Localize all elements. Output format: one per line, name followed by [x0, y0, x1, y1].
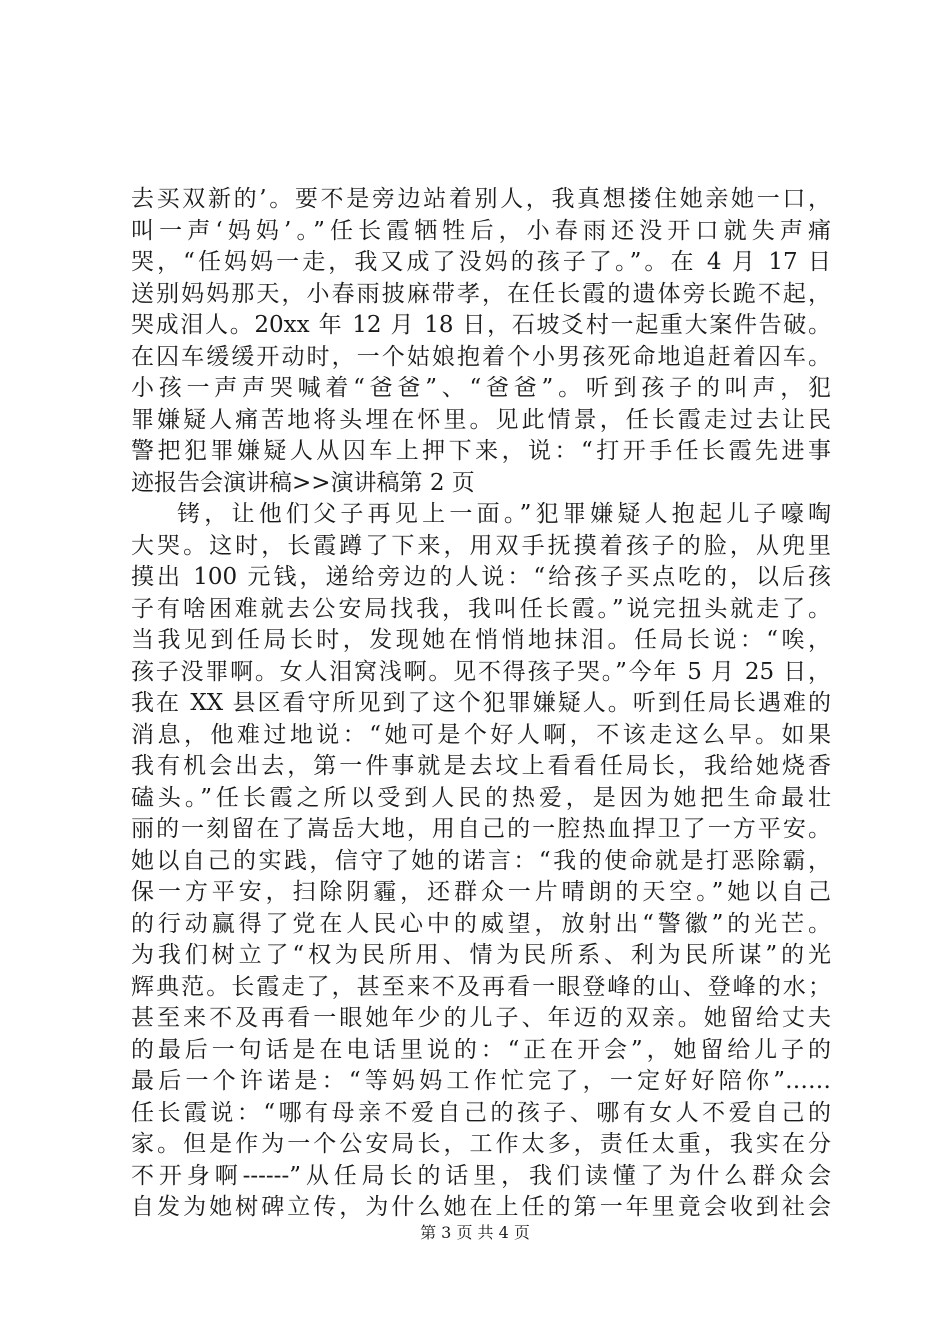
- text-line: 家。但是作为一个公安局长，工作太多，责任太重，我实在分: [131, 1131, 831, 1157]
- text-line: 不开身啊------”从任局长的话里，我们读懂了为什么群众会: [131, 1162, 831, 1189]
- text-line: 警把犯罪嫌疑人从囚车上押下来，说：“打开手任长霞先进事: [131, 438, 831, 464]
- text-line: 送别妈妈那天，小春雨披麻带孝，在任长霞的遗体旁长跪不起，: [131, 280, 831, 307]
- text-line: 孩子没罪啊。女人泪窝浅啊。见不得孩子哭。”今年 5 月 25 日，: [131, 658, 831, 685]
- text-line: 丽的一刻留在了嵩岳大地，用自己的一腔热血捍卫了一方平安。: [131, 816, 831, 842]
- text-line: 任长霞说：“哪有母亲不爱自己的孩子、哪有女人不爱自己的: [131, 1099, 831, 1126]
- text-line: 她以自己的实践，信守了她的诺言：“我的使命就是打恶除霸，: [131, 847, 831, 874]
- text-line: 小孩一声声哭喊着“爸爸”、“爸爸”。听到孩子的叫声，犯: [131, 375, 831, 401]
- text-line: 去买双新的’。要不是旁边站着别人，我真想搂住她亲她一口，: [131, 186, 831, 212]
- text-line: 大哭。这时，长霞蹲了下来，用双手抚摸着孩子的脸，从兜里: [131, 532, 831, 559]
- page-number-label: 第 3 页 共 4 页: [420, 1223, 530, 1242]
- text-line: 罪嫌疑人痛苦地将头埋在怀里。见此情景，任长霞走过去让民: [131, 406, 831, 433]
- text-line: 的最后一句话是在电话里说的：“正在开会”，她留给儿子的: [131, 1036, 831, 1063]
- text-line: 磕头。”任长霞之所以受到人民的热爱，是因为她把生命最壮: [131, 784, 831, 811]
- text-line: 最后一个许诺是：“等妈妈工作忙完了，一定好好陪你”……: [131, 1068, 831, 1094]
- text-line: 当我见到任局长时，发现她在悄悄地抹泪。任局长说：“唉，: [131, 627, 831, 653]
- text-line: 叫一声‘妈妈’。”任长霞牺牲后，小春雨还没开口就失声痛: [131, 217, 831, 244]
- text-line: 子有啥困难就去公安局找我，我叫任长霞。”说完扭头就走了。: [131, 595, 831, 622]
- text-line: 甚至来不及再看一眼她年少的儿子、年迈的双亲。她留给丈夫: [131, 1005, 831, 1031]
- text-line: 辉典范。长霞走了，甚至来不及再看一眼登峰的山、登峰的水；: [131, 973, 831, 1000]
- body-text: [131, 184, 831, 1224]
- text-line: 哭成泪人。20xx 年 12 月 18 日，石坡爻村一起重大案件告破。: [131, 312, 831, 338]
- text-line: 铐，让他们父子再见上一面。”犯罪嫌疑人抱起儿子嚎啕: [177, 501, 831, 527]
- text-line: 为我们树立了“权为民所用、情为民所系、利为民所谋”的光: [131, 942, 831, 968]
- text-line: 消息，他难过地说：“她可是个好人啊，不该走这么早。如果: [131, 721, 831, 748]
- text-line: 在囚车缓缓开动时，一个姑娘抱着个小男孩死命地追赶着囚车。: [131, 343, 831, 370]
- text-line: 我在 XX 县区看守所见到了这个犯罪嫌疑人。听到任局长遇难的: [131, 690, 831, 716]
- page-footer: [0, 1220, 950, 1243]
- text-line: 自发为她树碑立传，为什么她在上任的第一年里竟会收到社会: [131, 1194, 831, 1220]
- text-line: 保一方平安，扫除阴霾，还群众一片晴朗的天空。”她以自己: [131, 879, 831, 905]
- text-line: 摸出 100 元钱，递给旁边的人说：“给孩子买点吃的，以后孩: [131, 564, 831, 590]
- text-line: 我有机会出去，第一件事就是去坟上看看任局长，我给她烧香: [131, 753, 831, 779]
- text-line: 的行动赢得了党在人民心中的威望，放射出“警徽”的光芒。: [131, 910, 831, 937]
- text-line: 迹报告会演讲稿>>演讲稿第 2 页: [131, 469, 475, 496]
- text-line: 哭，“任妈妈一走，我又成了没妈的孩子了。”。在 4 月 17 日: [131, 249, 831, 275]
